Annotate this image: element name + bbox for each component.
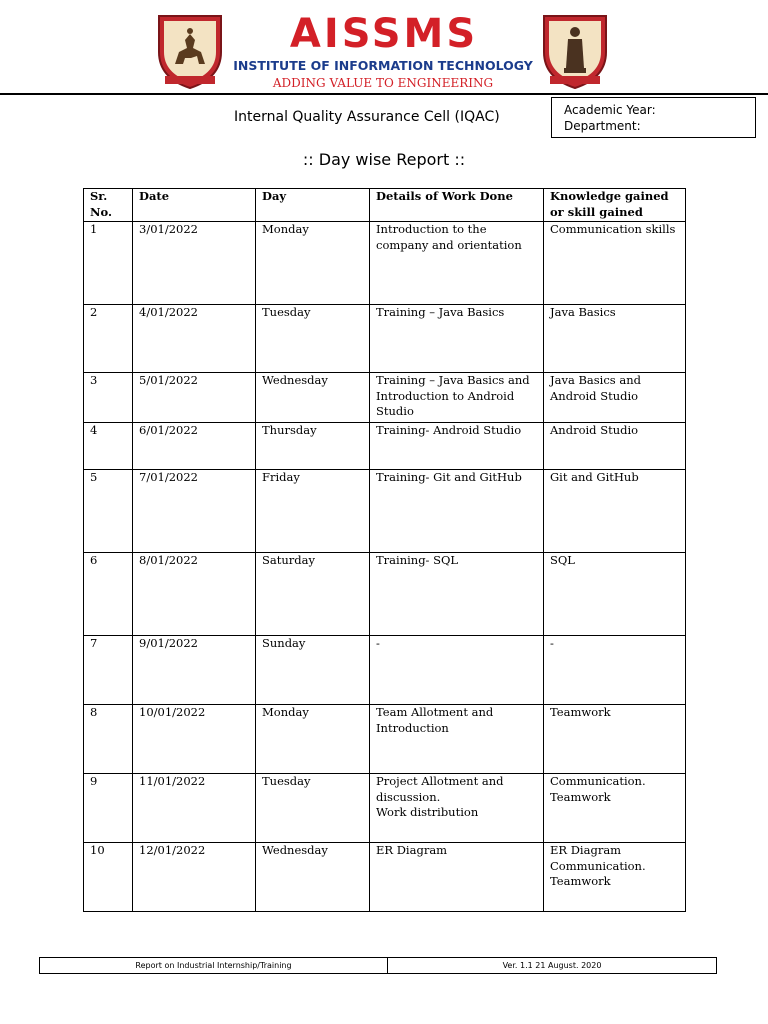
academic-info-box [551,97,756,138]
column-header-sr-no: Sr. No. [84,189,133,222]
table-row [84,843,686,912]
table-row [84,373,686,423]
column-header-day: Day [256,189,370,222]
cell-date: 12/01/2022 [133,843,256,912]
cell-date: 11/01/2022 [133,774,256,843]
cell-knowledge: Communication. Teamwork [544,774,686,843]
institute-banner [155,8,610,90]
cell-day: Wednesday [256,373,370,423]
table-row [84,305,686,373]
cell-details: - [370,636,544,705]
cell-date: 8/01/2022 [133,553,256,636]
footer-report-label: Report on Industrial Internship/Training [40,958,388,973]
cell-sr-no: 8 [84,705,133,774]
report-title: :: Day wise Report :: [302,150,466,169]
cell-day: Friday [256,470,370,553]
footer-version: Ver. 1.1 21 August. 2020 [502,961,602,970]
cell-day: Monday [256,705,370,774]
cell-knowledge: SQL [544,553,686,636]
cell-sr-no: 6 [84,553,133,636]
table-row [84,774,686,843]
cell-details: Training- Android Studio [370,423,544,470]
cell-sr-no: 1 [84,222,133,305]
cell-date: 5/01/2022 [133,373,256,423]
table-row [84,423,686,470]
cell-details: Training- Git and GitHub [370,470,544,553]
cell-date: 6/01/2022 [133,423,256,470]
cell-day: Tuesday [256,774,370,843]
cell-knowledge: Java Basics [544,305,686,373]
column-header-knowledge: Knowledge gained or skill gained [544,189,686,222]
cell-knowledge: Java Basics and Android Studio [544,373,686,423]
table-row [84,553,686,636]
day-wise-report-table [83,188,686,912]
cell-sr-no: 5 [84,470,133,553]
iqac-title: Internal Quality Assurance Cell (IQAC) [234,109,500,125]
cell-sr-no: 4 [84,423,133,470]
cell-sr-no: 9 [84,774,133,843]
cell-day: Saturday [256,553,370,636]
cell-knowledge: - [544,636,686,705]
academic-year-label: Academic Year: [564,103,656,117]
cell-day: Sunday [256,636,370,705]
cell-date: 10/01/2022 [133,705,256,774]
cell-date: 7/01/2022 [133,470,256,553]
cell-details: Training – Java Basics and Introduction to Android Studio [370,373,544,423]
table-row [84,470,686,553]
table-row [84,705,686,774]
header-divider [0,93,768,95]
cell-details: Training- SQL [370,553,544,636]
cell-sr-no: 3 [84,373,133,423]
cell-sr-no: 10 [84,843,133,912]
cell-day: Thursday [256,423,370,470]
cell-knowledge: Android Studio [544,423,686,470]
cell-knowledge: Teamwork [544,705,686,774]
cell-day: Tuesday [256,305,370,373]
cell-sr-no: 7 [84,636,133,705]
brand-subtitle: INSTITUTE OF INFORMATION TECHNOLOGY [233,58,533,73]
column-header-details: Details of Work Done [370,189,544,222]
cell-date: 4/01/2022 [133,305,256,373]
document-footer [39,957,717,974]
standing-statue-crest-icon [540,12,610,90]
cell-knowledge: Communication skills [544,222,686,305]
department-label: Department: [564,119,641,133]
cell-details: Team Allotment and Introduction [370,705,544,774]
table-row [84,222,686,305]
cell-knowledge: ER Diagram Communication. Teamwork [544,843,686,912]
cell-details: Introduction to the company and orientation [370,222,544,305]
cell-date: 3/01/2022 [133,222,256,305]
cell-details: Training – Java Basics [370,305,544,373]
table-header-row [84,189,686,222]
cell-sr-no: 2 [84,305,133,373]
cell-day: Monday [256,222,370,305]
column-header-date: Date [133,189,256,222]
cell-details: ER Diagram [370,843,544,912]
brand-tagline: ADDING VALUE TO ENGINEERING [272,76,494,90]
equestrian-statue-crest-icon [155,12,225,90]
cell-day: Wednesday [256,843,370,912]
brand-name: AISSMS [289,11,479,57]
table-row [84,636,686,705]
cell-knowledge: Git and GitHub [544,470,686,553]
cell-details: Project Allotment and discussion. Work distribution [370,774,544,843]
cell-date: 9/01/2022 [133,636,256,705]
